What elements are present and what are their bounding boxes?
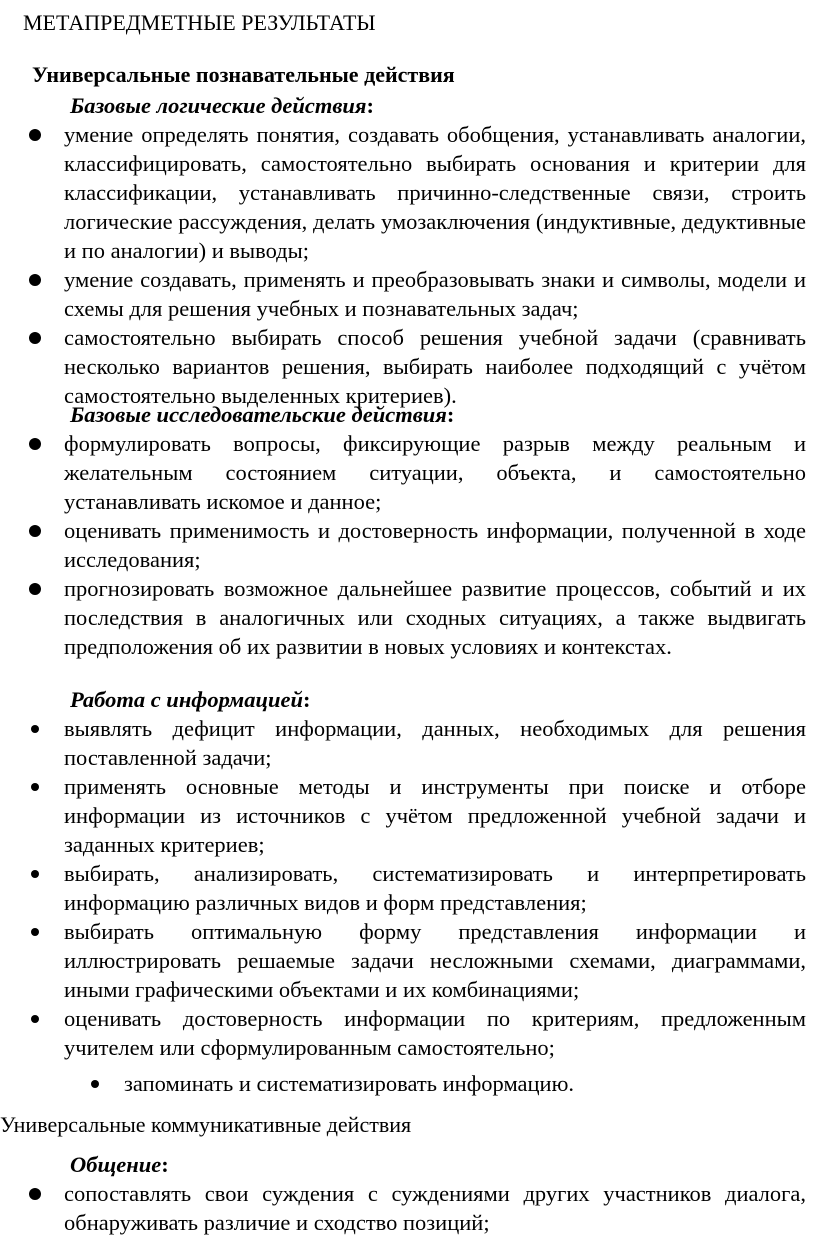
group-title: Работа с информацией:	[70, 687, 311, 712]
bullet-icon	[31, 870, 39, 878]
bullet-icon	[31, 928, 39, 936]
group-communication	[0, 1150, 816, 1237]
group-title: Базовые логические действия:	[70, 93, 374, 118]
bullet-icon	[29, 583, 41, 595]
list-item: оценивать применимость и достоверность информации, полученной в ходе исследования;	[0, 516, 816, 574]
list-item: самостоятельно выбирать способ решения учебной задачи (сравнивать несколько вариантов решения, выбирать наиболее подходящий с учётом самостоятельно выделенных критериев).	[0, 323, 816, 410]
list-item: умение определять понятия, создавать обобщения, устанавливать аналогии, классифицировать, самостоятельно выбирать основания и критерии для классификации, устанавливать причинно-следственные связи, строить логические рассуждения, делать умозаключения (индуктивные, дедуктивные и по аналогии) и выводы;	[0, 120, 816, 265]
list-item: умение создавать, применять и преобразовывать знаки и символы, модели и схемы для решения учебных и познавательных задач;	[0, 265, 816, 323]
bullet-icon	[91, 1080, 99, 1088]
bullet-icon	[31, 783, 39, 791]
group-research	[0, 400, 816, 661]
bullet-icon	[29, 525, 41, 537]
bullet-icon	[29, 129, 41, 141]
bullet-icon	[29, 274, 41, 286]
list-item: прогнозировать возможное дальнейшее развитие процессов, событий и их последствия в аналогичных или сходных ситуациях, а также выдвигать предположения об их развитии в новых условиях и контекстах.	[0, 574, 816, 661]
bullet-icon	[31, 725, 39, 733]
list-item: сопоставлять свои суждения с суждениями других участников диалога, обнаруживать различие и сходство позиций;	[0, 1179, 816, 1237]
list-item: выявлять дефицит информации, данных, необходимых для решения поставленной задачи;	[0, 714, 816, 772]
bullet-icon	[29, 332, 41, 344]
list-item: применять основные методы и инструменты при поиске и отборе информации из источников с учётом предложенной учебной задачи и заданных критериев;	[0, 772, 816, 859]
group-information	[0, 685, 816, 1062]
bullet-icon	[29, 438, 41, 450]
bullet-icon	[31, 1015, 39, 1023]
group-title: Общение:	[70, 1152, 169, 1177]
bullet-icon	[29, 1188, 41, 1200]
group-logical	[0, 91, 816, 410]
extra-item-row	[0, 1069, 816, 1098]
list-item: формулировать вопросы, фиксирующие разрыв между реальным и желательным состоянием ситуации, объекта, и самостоятельно устанавливать искомое и данное;	[0, 429, 816, 516]
list-item: запоминать и систематизировать информацию.	[0, 1069, 816, 1098]
group-title: Базовые исследовательские действия:	[70, 402, 455, 427]
section-title-cognitive: Универсальные познавательные действия	[32, 62, 455, 87]
list-item: оценивать достоверность информации по критериям, предложенным учителем или сформулированным самостоятельно;	[0, 1004, 816, 1062]
list-item: выбирать, анализировать, систематизировать и интерпретировать информацию различных видов и форм представления;	[0, 859, 816, 917]
document-heading: МЕТАПРЕДМЕТНЫЕ РЕЗУЛЬТАТЫ	[23, 10, 376, 35]
section-title-communicative: Универсальные коммуникативные действия	[0, 1112, 412, 1137]
list-item: выбирать оптимальную форму представления информации и иллюстрировать решаемые задачи несложными схемами, диаграммами, иными графическими объектами и их комбинациями;	[0, 917, 816, 1004]
